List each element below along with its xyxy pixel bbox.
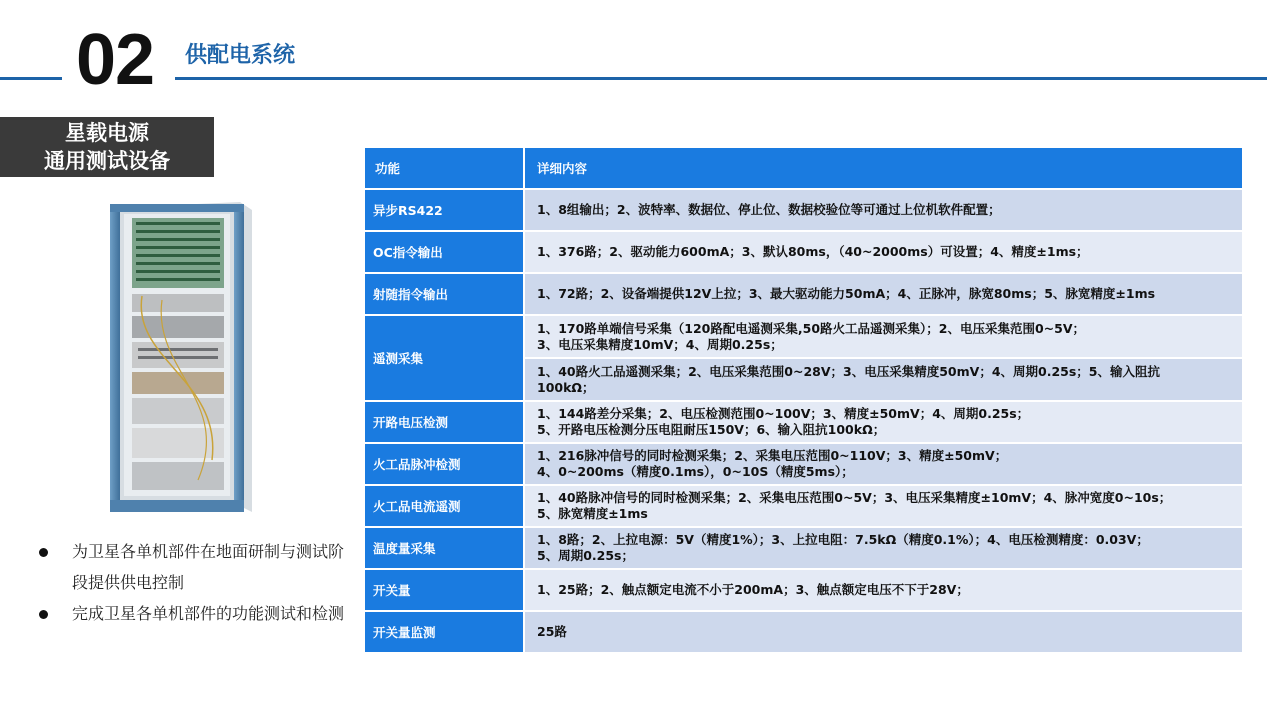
row-function: 开关量	[365, 568, 523, 610]
table-row	[365, 314, 1242, 357]
row-detail: 1、144路差分采集；2、电压检测范围0~100V；3、精度±50mV；4、周期0.25s； 5、开路电压检测分压电阻耐压150V；6、输入阻抗100kΩ；	[523, 400, 1242, 442]
row-detail: 1、8组输出；2、波特率、数据位、停止位、数据校验位等可通过上位机软件配置；	[523, 188, 1242, 230]
spec-table	[365, 148, 1242, 652]
bullet-list	[36, 536, 356, 629]
table-row	[365, 442, 1242, 484]
device-label-line2: 通用测试设备	[44, 149, 170, 173]
row-detail: 1、8路；2、上拉电源：5V（精度1%）；3、上拉电阻：7.5kΩ（精度0.1%）；4、电压检测精度：0.03V； 5、周期0.25s；	[523, 526, 1242, 568]
row-function: 温度量采集	[365, 526, 523, 568]
row-function: 开关量监测	[365, 610, 523, 652]
row-detail: 1、170路单端信号采集（120路配电遥测采集,50路火工品遥测采集）；2、电压采集范围0~5V； 3、电压采集精度10mV；4、周期0.25s；	[523, 314, 1242, 357]
row-function: 火工品电流遥测	[365, 484, 523, 526]
test-cabinet-image	[102, 200, 254, 515]
table-row	[365, 230, 1242, 272]
row-detail: 1、376路；2、驱动能力600mA；3、默认80ms，（40~2000ms）可设置；4、精度±1ms；	[523, 230, 1242, 272]
column-header-function: 功能	[365, 148, 523, 188]
table-row	[365, 610, 1242, 652]
row-detail: 1、216脉冲信号的同时检测采集；2、采集电压范围0~110V；3、精度±50mV； 4、0~200ms（精度0.1ms），0~10S（精度5ms）；	[523, 442, 1242, 484]
section-number: 02	[76, 20, 155, 100]
table-row	[365, 188, 1242, 230]
table-row	[365, 272, 1242, 314]
header-rule-left	[0, 77, 62, 80]
row-detail: 1、25路；2、触点额定电流不小于200mA；3、触点额定电压不下于28V；	[523, 568, 1242, 610]
row-function: 火工品脉冲检测	[365, 442, 523, 484]
table-row	[365, 526, 1242, 568]
bullet-item: 为卫星各单机部件在地面研制与测试阶段提供供电控制	[36, 536, 356, 598]
table-row	[365, 484, 1242, 526]
row-function: 开路电压检测	[365, 400, 523, 442]
row-function: 异步RS422	[365, 188, 523, 230]
header-rule-right	[175, 77, 1267, 80]
row-detail: 1、40路脉冲信号的同时检测采集；2、采集电压范围0~5V；3、电压采集精度±10mV；4、脉冲宽度0~10s； 5、脉宽精度±1ms	[523, 484, 1242, 526]
row-detail: 25路	[523, 610, 1242, 652]
bullet-item: 完成卫星各单机部件的功能测试和检测	[36, 598, 356, 629]
row-detail: 1、72路；2、设备端提供12V上拉；3、最大驱动能力50mA；4、正脉冲，脉宽80ms；5、脉宽精度±1ms	[523, 272, 1242, 314]
row-function: OC指令输出	[365, 230, 523, 272]
device-label-line1: 星载电源	[65, 121, 149, 145]
table-row	[365, 568, 1242, 610]
bullet-dot-icon	[39, 610, 48, 619]
section-title: 供配电系统	[185, 43, 296, 68]
column-header-detail: 详细内容	[523, 148, 1242, 188]
table-row	[365, 400, 1242, 442]
table-header-row	[365, 148, 1242, 188]
row-detail: 1、40路火工品遥测采集；2、电压采集范围0~28V；3、电压采集精度50mV；4、周期0.25s；5、输入阻抗 100kΩ；	[523, 357, 1242, 400]
row-function: 射随指令输出	[365, 272, 523, 314]
device-label	[0, 117, 214, 177]
row-function: 遥测采集	[365, 314, 523, 400]
bullet-dot-icon	[39, 548, 48, 557]
